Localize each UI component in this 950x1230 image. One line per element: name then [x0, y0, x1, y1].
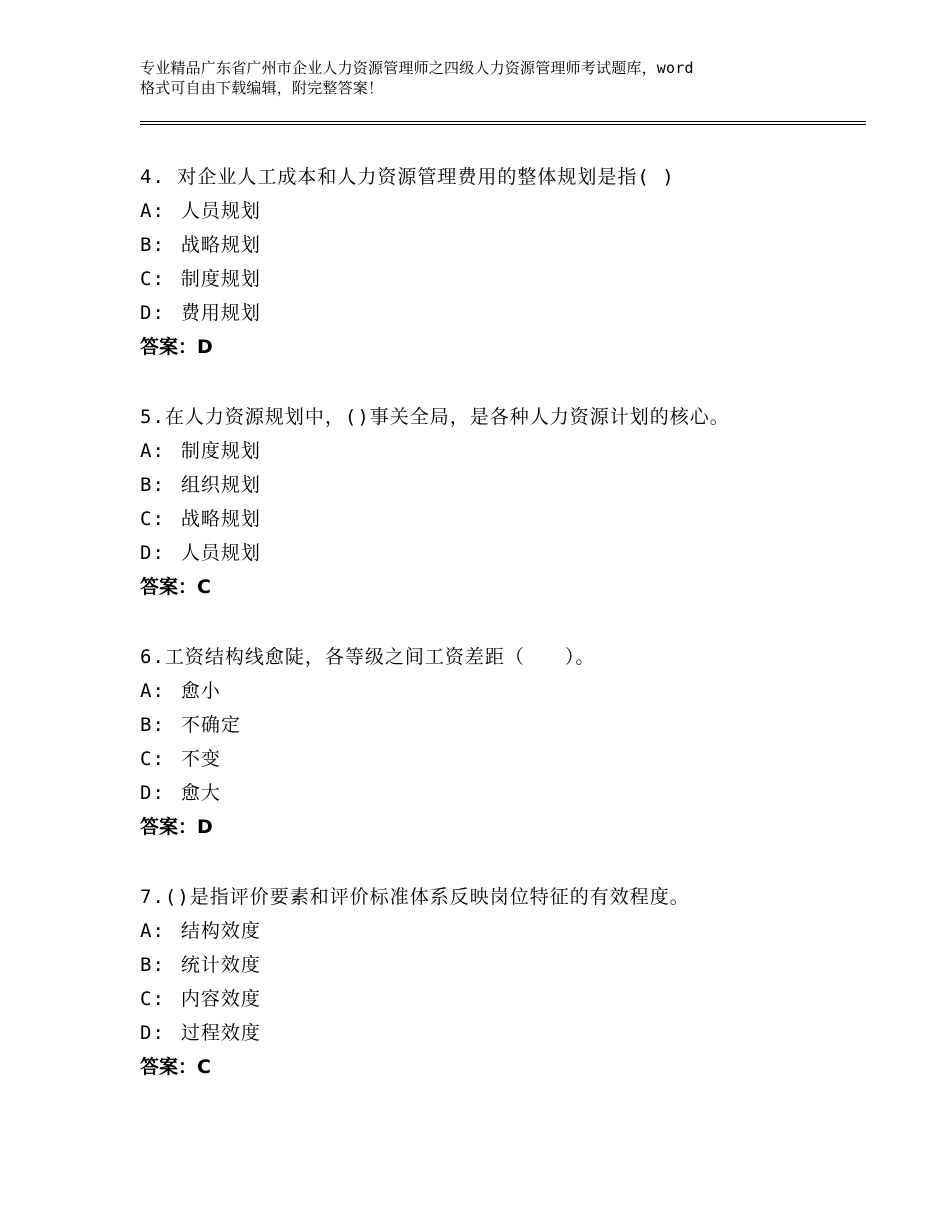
question-4: [140, 160, 860, 364]
option-key: D:: [140, 1022, 165, 1044]
option-key: B:: [140, 954, 165, 976]
option-text: 人员规划: [180, 200, 261, 222]
option-key: B:: [140, 714, 165, 736]
option-key: B:: [140, 474, 165, 496]
option-d: [140, 296, 860, 330]
option-a: [140, 194, 860, 228]
option-key: C:: [140, 988, 165, 1010]
option-b: [140, 708, 860, 742]
question-stem: 4. 对企业人工成本和人力资源管理费用的整体规划是指( ): [140, 166, 675, 188]
option-text: 不确定: [180, 714, 241, 736]
option-key: D:: [140, 782, 165, 804]
option-d: [140, 536, 860, 570]
document-header: [140, 58, 840, 98]
option-key: A:: [140, 440, 165, 462]
option-d: [140, 1016, 860, 1050]
question-stem: 6.工资结构线愈陡，各等级之间工资差距（ ）。: [140, 646, 596, 668]
answer-line: 答案：D: [140, 816, 213, 838]
option-text: 制度规划: [180, 440, 261, 462]
option-key: A:: [140, 680, 165, 702]
option-text: 不变: [180, 748, 221, 770]
question-7: [140, 880, 860, 1084]
option-a: [140, 434, 860, 468]
option-text: 人员规划: [180, 542, 261, 564]
option-a: [140, 914, 860, 948]
option-text: 内容效度: [180, 988, 261, 1010]
option-key: A:: [140, 920, 165, 942]
option-key: A:: [140, 200, 165, 222]
option-text: 过程效度: [180, 1022, 261, 1044]
header-line-2: 格式可自由下载编辑，附完整答案！: [140, 79, 384, 97]
option-text: 战略规划: [180, 234, 261, 256]
option-b: [140, 948, 860, 982]
option-key: B:: [140, 234, 165, 256]
question-stem: 5.在人力资源规划中，()事关全局，是各种人力资源计划的核心。: [140, 406, 730, 428]
option-text: 结构效度: [180, 920, 261, 942]
option-key: D:: [140, 542, 165, 564]
option-c: [140, 742, 860, 776]
option-text: 制度规划: [180, 268, 261, 290]
question-5: [140, 400, 860, 604]
question-stem: 7.()是指评价要素和评价标准体系反映岗位特征的有效程度。: [140, 886, 690, 908]
question-list: [140, 160, 860, 1120]
option-c: [140, 262, 860, 296]
answer-line: 答案：D: [140, 336, 213, 358]
option-text: 统计效度: [180, 954, 261, 976]
answer-line: 答案：C: [140, 576, 211, 598]
option-b: [140, 228, 860, 262]
option-c: [140, 982, 860, 1016]
option-d: [140, 776, 860, 810]
option-key: D:: [140, 302, 165, 324]
question-6: [140, 640, 860, 844]
header-divider-top: [140, 121, 866, 122]
option-text: 愈大: [180, 782, 221, 804]
option-a: [140, 674, 860, 708]
option-key: C:: [140, 508, 165, 530]
option-text: 组织规划: [180, 474, 261, 496]
header-line-1: 专业精品广东省广州市企业人力资源管理师之四级人力资源管理师考试题库，word: [140, 59, 694, 77]
option-key: C:: [140, 268, 165, 290]
header-divider-bottom: [140, 124, 866, 125]
option-b: [140, 468, 860, 502]
option-text: 愈小: [180, 680, 221, 702]
option-c: [140, 502, 860, 536]
answer-line: 答案：C: [140, 1056, 211, 1078]
option-text: 费用规划: [180, 302, 261, 324]
option-key: C:: [140, 748, 165, 770]
option-text: 战略规划: [180, 508, 261, 530]
